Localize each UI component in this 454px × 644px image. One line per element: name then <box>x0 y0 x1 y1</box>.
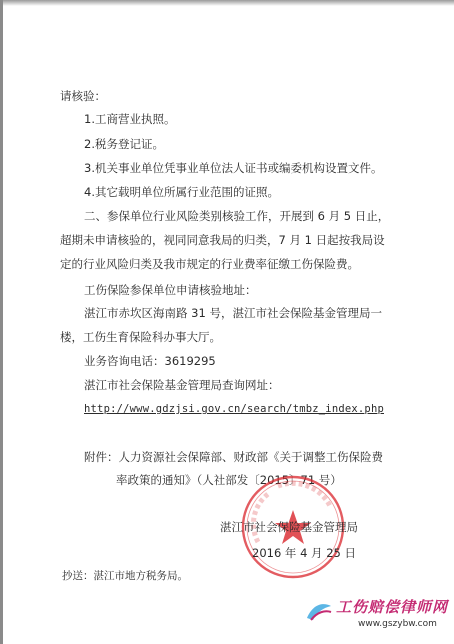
scan-top-edge <box>0 0 454 6</box>
cc-line: 抄送：湛江市地方税务局。 <box>62 570 188 582</box>
watermark <box>336 596 449 640</box>
signature-date: 2016 年 4 月 25 日 <box>252 546 356 560</box>
attachment-line: 附件：人力资源社会保障部、财政部《关于调整工伤保险费 <box>84 450 383 464</box>
website-link[interactable]: http://www.gdzjsi.gov.cn/search/tmbz_index.php <box>84 403 384 415</box>
watermark-logo-icon <box>305 600 333 622</box>
watermark-title: 工伤赔偿律师网 <box>336 598 449 616</box>
address-line: 楼，工伤生育保险科办事大厅。 <box>60 330 221 344</box>
watermark-url: www.gszybw.com <box>358 619 437 629</box>
scan-left-edge <box>0 0 3 644</box>
address-heading: 工伤保险参保单位申请核验地址： <box>84 283 257 297</box>
list-item: 2.税务登记证。 <box>84 137 164 151</box>
website-heading: 湛江市社会保险基金管理局查询网址： <box>84 378 280 392</box>
attachment-line: 率政策的通知》（人社部发〔2015〕71 号） <box>116 473 342 487</box>
list-item: 3.机关事业单位凭事业单位法人证书或编委机构设置文件。 <box>84 161 383 175</box>
section-two-line: 二、参保单位行业风险类别核验工作，开展到 6 月 5 日止， <box>84 209 390 223</box>
phone-line: 业务咨询电话：3619295 <box>84 354 216 368</box>
section-two-line: 定的行业风险归类及我市规定的行业费率征缴工伤保险费。 <box>60 257 359 271</box>
signature-org: 湛江市社会保险基金管理局 <box>220 520 358 534</box>
list-item: 1.工商营业执照。 <box>84 112 176 126</box>
section-two-line: 超期未申请核验的，视同同意我局的归类，7 月 1 日起按我局设 <box>60 233 385 247</box>
intro-text: 请核验： <box>60 89 106 103</box>
address-line: 湛江市赤坎区海南路 31 号，湛江市社会保险基金管理局一 <box>84 306 382 320</box>
list-item: 4.其它载明单位所属行业范围的证照。 <box>84 185 279 199</box>
